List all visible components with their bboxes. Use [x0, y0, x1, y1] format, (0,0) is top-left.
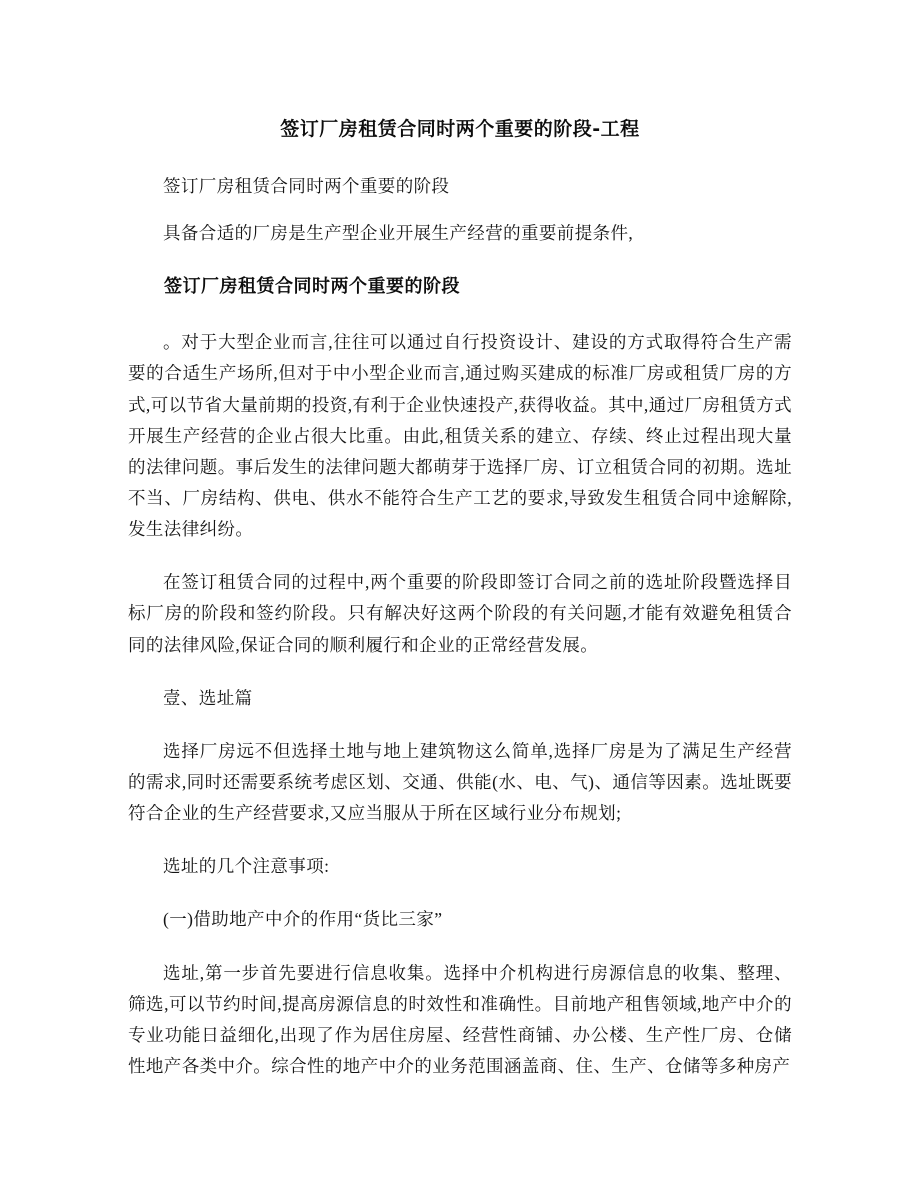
paragraph-5: 在签订租赁合同的过程中,两个重要的阶段即签订合同之前的选址阶段暨选择目标厂房的阶段和签约阶段。只有解决好这两个阶段的有关问题,才能有效避免租赁合同的法律风险,保证合同的顺利履行和企业的正常经营发展。 [128, 572, 792, 655]
paragraph-8: 选址的几个注意事项: [163, 856, 330, 877]
paragraph-4: 。对于大型企业而言,往往可以通过自行投资设计、建设的方式取得符合生产需要的合适生产场所,但对于中小型企业而言,通过购买建成的标准厂房或租赁厂房的方式,可以节省大量前期的投资,有利于企业快速投产,获得收益。其中,通过厂房租赁方式开展生产经营的企业占很大比重。由此,租赁关系的建立、存续、终止过程出现大量的法律问题。事后发生的法律问题大都萌芽于选择厂房、订立租赁合同的初期。选址不当、厂房结构、供电、供水不能符合生产工艺的要求,导致发生租赁合同中途解除,发生法律纠纷。 [128, 332, 792, 540]
paragraph-10: 选址,第一步首先要进行信息收集。选择中介机构进行房源信息的收集、整理、筛选,可以节约时间,提高房源信息的时效性和准确性。目前地产租售领域,地产中介的专业功能日益细化,出现了作为居住房屋、经营性商铺、办公楼、生产性厂房、仓储性地产各类中介。综合性的地产中介的业务范围涵盖商、住、生产、仓储等多种房产 [128, 962, 792, 1076]
section-heading: 签订厂房租赁合同时两个重要的阶段 [164, 276, 460, 298]
paragraph-7: 选择厂房远不但选择土地与地上建筑物这么简单,选择厂房是为了满足生产经营的需求,同时还需要系统考虑区划、交通、供能(水、电、气)、通信等因素。选址既要符合企业的生产经营要求,又应当服从于所在区域行业分布规划; [128, 740, 792, 824]
paragraph-6: 壹、选址篇 [163, 687, 253, 708]
page-title: 签订厂房租赁合同时两个重要的阶段-工程 [280, 118, 640, 140]
paragraph-2: 具备合适的厂房是生产型企业开展生产经营的重要前提条件, [163, 223, 634, 244]
paragraph-1: 签订厂房租赁合同时两个重要的阶段 [163, 176, 450, 196]
paragraph-9: (一)借助地产中介的作用“货比三家” [163, 909, 443, 930]
